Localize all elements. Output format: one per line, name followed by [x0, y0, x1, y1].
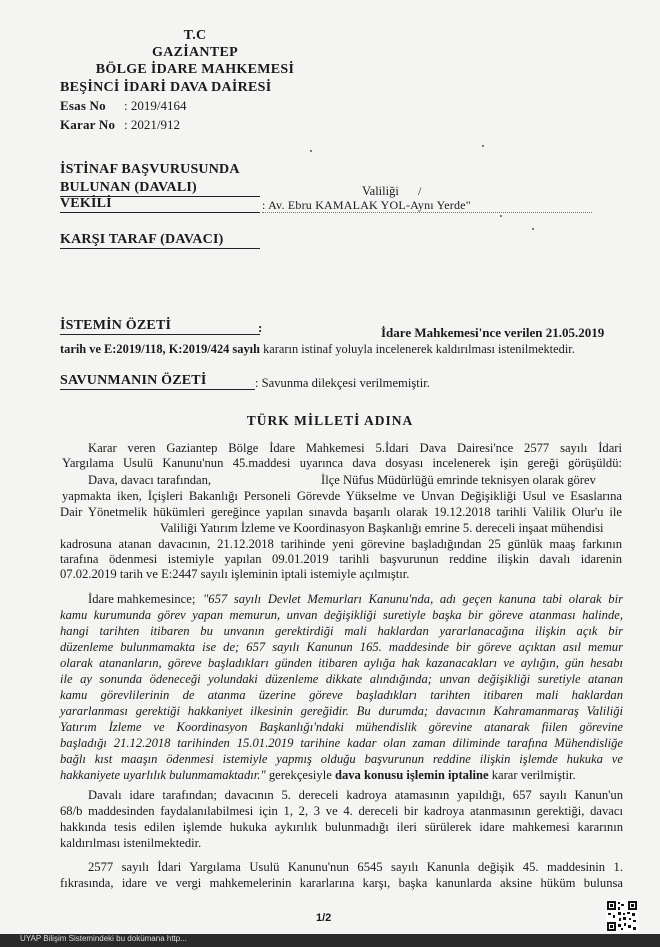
- para3-verdict: dava konusu işlemin iptaline: [334, 768, 489, 782]
- scan-speck: [482, 145, 484, 147]
- para2-line: tarafına ödenmesi istemiyle yapılan 09.01.2019 tarihli başvurunun reddine ilişkin davalı idarenin: [60, 552, 622, 566]
- istem-case-ref: tarih ve E:2019/118, K:2019/424 sayılı: [60, 342, 260, 356]
- para3-line: ile ay sonunda ödeneceği yolundaki düzenleme dikkate alındığında; unvan değişikliği suretiyle atanan: [60, 672, 623, 686]
- para3-line: Yatırım İzleme ve Koordinasyon Başkanlığı'ndaki mühendislik görevine atanarak fiilen görevine: [60, 720, 623, 734]
- para3-intro: İdare mahkemesince;: [88, 592, 196, 606]
- para3-line: olarak atananların, göreve başladıkları günden itibaren aylığa hak kazanacakları ve aylığın, gün hesabı: [60, 656, 623, 670]
- para2-line: Dava, davacı tarafından,: [88, 473, 212, 487]
- para4-line: hakkında tesis edilen işlemde hukuka aykırılık bulunmadığı ileri sürülerek idare mahkemesi kararının: [60, 820, 623, 834]
- vekili-label: VEKİLİ: [60, 196, 260, 213]
- para4-line: 68/b maddesinden faydalanılabilmesi için 1, 2, 3 ve 4. dereceli bir kadroya atanmasının gerektiği, davacı: [60, 804, 623, 818]
- scan-speck: [532, 228, 534, 230]
- para2-line: kadrosuna atanan davacının, 21.12.2018 tarihinde yeni görevine başladığından 25 günlük maaş farkının: [60, 537, 622, 551]
- para3-line: bağlı kıst maaşın ödenmesi istemiyle yapmış olduğu başvurunun reddine ilişkin işlemde hukuka ve: [60, 752, 623, 766]
- para2-line: 07.02.2019 tarih ve E:2447 sayılı işleminin iptali istemiyle açılmıştır.: [60, 567, 410, 581]
- istem-colon: :: [258, 320, 263, 335]
- para3-line: kamu kurumunda görev yapan memurun, unvan değişikliği suretiyle başka bir göreve atanması halinde,: [60, 608, 623, 622]
- karar-value: : 2021/912: [124, 117, 180, 132]
- esas-label: Esas No: [60, 98, 106, 113]
- para3-last-plain: gerekçesiyle: [265, 768, 335, 782]
- scan-speck: [500, 215, 502, 217]
- para5-line: 2577 sayılı İdari Yargılama Usulü Kanunu'nun 6545 sayılı Kanunla değişik 45. maddesinin 1.: [88, 860, 623, 874]
- para3-line: düzenleme bulunmamakta ise de; 657 sayılı Kanunun 165. maddesinde bir göreve açıktan asıl memur: [60, 640, 623, 654]
- para3-last-end: karar verilmiştir.: [488, 768, 576, 782]
- para3-last-line: [60, 768, 576, 783]
- scan-speck: [310, 150, 312, 152]
- para4-line: Davalı idare tarafından; davacının 5. dereceli kadroya atamasının yapıldığı, 657 sayılı Kanun'un: [88, 788, 623, 802]
- para3-line: "657 sayılı Devlet Memurları Kanunu'nda, adı geçen kanuna tabi olarak bir: [203, 592, 623, 606]
- para2-line: İlçe Nüfus Müdürlüğü emrinde teknisyen olarak görev: [321, 473, 596, 487]
- istem-request: kararın istinaf yoluyla incelenerek kaldırılması istenilmektedir.: [259, 342, 575, 356]
- para3-line: hangi tarihten itibaren bu unvanın gerektirdiği mali haklardan yararlanacağına ilişkin açık bir: [60, 624, 623, 638]
- para3-line: başladığı 21.12.2018 tarihinden 15.01.2019 tarihine kadar olan zaman diliminde tarafına Mühendisliğe: [60, 736, 623, 750]
- header-chamber: BEŞİNCİ İDARİ DAVA DAİRESİ: [60, 80, 272, 95]
- para3-last-italic: hakkaniyete uyarlılık bulunmamaktadır.": [60, 768, 266, 782]
- vekili-underline: [262, 212, 592, 213]
- savunma-value: : Savunma dilekçesi verilmemiştir.: [255, 376, 430, 390]
- footer-uyap-notice: UYAP Bilişim Sistemindeki bu dokümana http...: [20, 934, 187, 943]
- istinaf-slash: /: [418, 184, 422, 198]
- istinaf-label-1: İSTİNAF BAŞVURUSUNDA: [60, 162, 240, 177]
- qr-code-icon: [606, 900, 638, 932]
- savunma-label: SAVUNMANIN ÖZETİ: [60, 373, 255, 390]
- esas-value: : 2019/4164: [124, 98, 187, 113]
- para1-line: Karar veren Gaziantep Bölge İdare Mahkemesi 5.İdari Dava Dairesi'nce 2577 sayılı İdari: [88, 441, 622, 455]
- header-city: GAZİANTEP: [152, 45, 238, 60]
- para2-line: Dair Yönetmelik hükümleri gereğince yapılan sınavda başarılı olarak 19.12.2018 tarihli Valilik Olur'u ile: [60, 505, 622, 519]
- para3-line: yararlanması gerektiği hakkaniyet ilkesinin gereğidir. Bu durumda; davacının Kahramanmaraş Valiliği: [60, 704, 623, 718]
- karsi-taraf-label: KARŞI TARAF (DAVACI): [60, 232, 260, 249]
- para5-line: fıkrasında, idare ve vergi mahkemelerinin kararlarına karşı, başka kanunlarda aksine hüküm bulunsa: [60, 876, 623, 890]
- istem-line1: İdare Mahkemesi'nce verilen 21.05.2019: [381, 325, 605, 340]
- vekili-value: : Av. Ebru KAMALAK YOL-Aynı Yerde": [262, 198, 471, 212]
- para1-line: Yargılama Usulü Kanunu'nun 45.maddesi uyarınca dava dosyası incelenerek işin gereği görüşüldü:: [62, 456, 622, 470]
- header-court: BÖLGE İDARE MAHKEMESİ: [95, 62, 295, 77]
- para2-line: Valiliği Yatırım İzleme ve Koordinasyon Başkanlığı emrine 5. dereceli inşaat mühendisi: [160, 521, 604, 535]
- para3-line: kamu görevlilerinin de atanma üzerine göreve başladıkları tarihten itibaren mali haklardan: [60, 688, 623, 702]
- para4-line: kaldırılması istenilmektedir.: [60, 836, 202, 850]
- istinaf-label-2: BULUNAN (DAVALI): [60, 180, 260, 197]
- karar-label: Karar No: [60, 117, 116, 132]
- istem-label: İSTEMİN ÖZETİ: [60, 318, 260, 335]
- header-tc: T.C: [183, 28, 207, 43]
- istinaf-value: Valiliği: [362, 184, 399, 198]
- document-title: TÜRK MİLLETİ ADINA: [246, 413, 414, 428]
- istem-line2: [60, 342, 575, 357]
- para2-line: yapmakta iken, İçişleri Bakanlığı Personeli Görevde Yükselme ve Unvan Değişikliği Usul ve Esaslarına: [62, 489, 622, 503]
- page-number: 1/2: [316, 912, 332, 924]
